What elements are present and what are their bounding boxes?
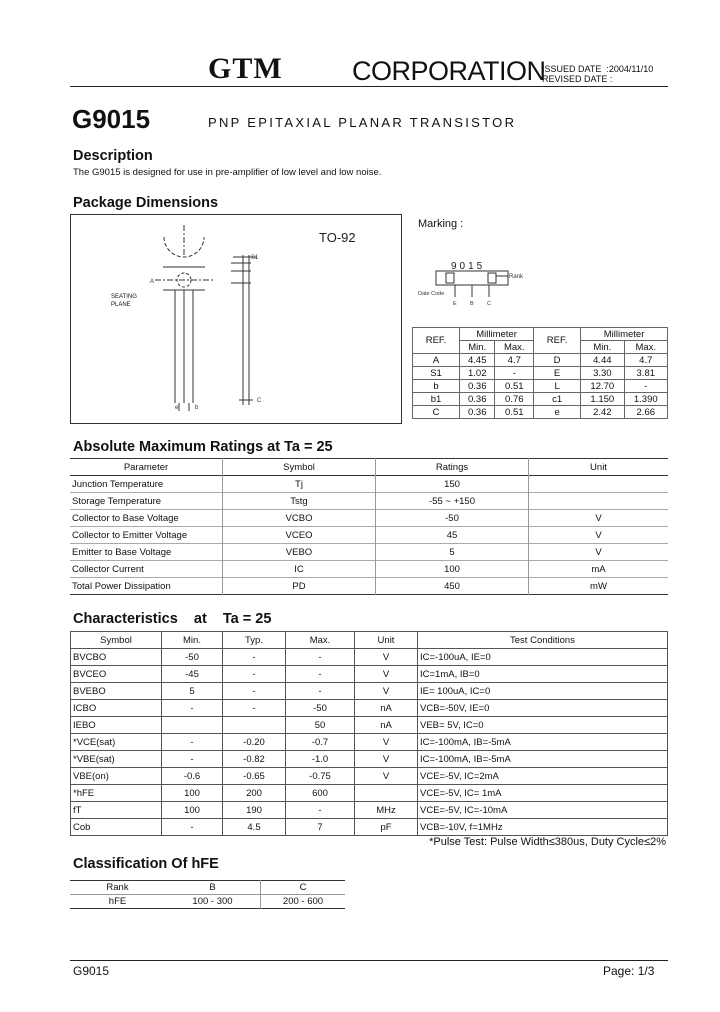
char-cell: IC=1mA, IB=0 bbox=[418, 666, 668, 683]
char-cell: 7 bbox=[286, 819, 355, 836]
table-row bbox=[71, 802, 668, 819]
abs-max-heading: Absolute Maximum Ratings at Ta = 25 bbox=[73, 439, 333, 455]
char-cell: -45 bbox=[162, 666, 223, 683]
dim-cell: 3.30 bbox=[581, 367, 624, 380]
pin-e: E bbox=[453, 301, 457, 305]
char-cell: IC=-100uA, IE=0 bbox=[418, 649, 668, 666]
char-cell: pF bbox=[355, 819, 418, 836]
dim-cell: E bbox=[534, 367, 581, 380]
classification-table bbox=[70, 880, 345, 909]
brand-logo: GTM bbox=[208, 52, 283, 85]
abs-cell: Emitter to Base Voltage bbox=[70, 544, 223, 561]
char-cell: -0.6 bbox=[162, 768, 223, 785]
footer-model: G9015 bbox=[73, 964, 110, 978]
char-cell: 190 bbox=[223, 802, 286, 819]
label-a: A bbox=[150, 279, 155, 285]
abs-cell: -55 ~ +150 bbox=[376, 493, 529, 510]
dim-cell: - bbox=[624, 380, 667, 393]
char-cell: V bbox=[355, 768, 418, 785]
char-cell: nA bbox=[355, 717, 418, 734]
char-cell: MHz bbox=[355, 802, 418, 819]
dim-header-min-2: Min. bbox=[581, 341, 624, 354]
dim-header-max-2: Max. bbox=[624, 341, 667, 354]
dim-cell: 0.36 bbox=[460, 406, 495, 419]
issued-date bbox=[542, 64, 653, 84]
label-c: C bbox=[257, 398, 262, 404]
table-row bbox=[70, 561, 668, 578]
abs-cell: 45 bbox=[376, 527, 529, 544]
table-row bbox=[71, 649, 668, 666]
abs-cell: Tstg bbox=[223, 493, 376, 510]
dim-header-mm: Millimeter bbox=[460, 328, 534, 341]
char-cell: VCE=-5V, IC=-10mA bbox=[418, 802, 668, 819]
char-cell: V bbox=[355, 683, 418, 700]
dim-cell: - bbox=[495, 367, 534, 380]
pulse-test-footnote: *Pulse Test: Pulse Width≤380us, Duty Cycle≤2% bbox=[429, 836, 666, 848]
dim-cell: 12.70 bbox=[581, 380, 624, 393]
char-cell: 50 bbox=[286, 717, 355, 734]
abs-cell: Collector to Emitter Voltage bbox=[70, 527, 223, 544]
char-cell: ICBO bbox=[71, 700, 162, 717]
pin-c: C bbox=[487, 301, 491, 305]
dim-cell: 0.36 bbox=[460, 380, 495, 393]
char-cell: BVEBO bbox=[71, 683, 162, 700]
char-cell: -1.0 bbox=[286, 751, 355, 768]
class-cell: B bbox=[165, 881, 261, 895]
dim-cell: A bbox=[413, 354, 460, 367]
char-cell: VCB=-10V, f=1MHz bbox=[418, 819, 668, 836]
char-cell: -50 bbox=[162, 649, 223, 666]
table-row bbox=[71, 700, 668, 717]
char-col-typ: Typ. bbox=[223, 632, 286, 649]
table-row bbox=[71, 717, 668, 734]
abs-col-parameter: Parameter bbox=[70, 459, 223, 476]
table-row bbox=[70, 493, 668, 510]
package-heading: Package Dimensions bbox=[73, 195, 219, 211]
char-cell: VCB=-50V, IE=0 bbox=[418, 700, 668, 717]
abs-cell: 5 bbox=[376, 544, 529, 561]
char-cell: *hFE bbox=[71, 785, 162, 802]
char-cell: -50 bbox=[286, 700, 355, 717]
char-cell: nA bbox=[355, 700, 418, 717]
table-row bbox=[70, 527, 668, 544]
package-name: TO-92 bbox=[319, 230, 356, 245]
marking-diagram bbox=[418, 255, 528, 305]
char-cell bbox=[162, 717, 223, 734]
char-cell: Cob bbox=[71, 819, 162, 836]
char-col-symbol: Symbol bbox=[71, 632, 162, 649]
char-cell: - bbox=[286, 666, 355, 683]
classification-heading: Classification Of hFE bbox=[73, 856, 219, 872]
abs-cell: -50 bbox=[376, 510, 529, 527]
label-b: b bbox=[195, 405, 199, 411]
dim-cell: 0.51 bbox=[495, 380, 534, 393]
dim-cell: 1.150 bbox=[581, 393, 624, 406]
char-cell: - bbox=[223, 700, 286, 717]
table-row bbox=[413, 354, 668, 367]
dim-cell: C bbox=[413, 406, 460, 419]
char-cell: V bbox=[355, 649, 418, 666]
char-cell: 100 bbox=[162, 802, 223, 819]
abs-cell: 150 bbox=[376, 476, 529, 493]
char-cell: VEB= 5V, IC=0 bbox=[418, 717, 668, 734]
marking-code: 9015 bbox=[451, 261, 486, 272]
abs-cell: VCEO bbox=[223, 527, 376, 544]
char-cell: VCE=-5V, IC= 1mA bbox=[418, 785, 668, 802]
table-row bbox=[71, 666, 668, 683]
char-col-max: Max. bbox=[286, 632, 355, 649]
char-cell: -0.20 bbox=[223, 734, 286, 751]
char-cell: VBE(on) bbox=[71, 768, 162, 785]
char-cell: 5 bbox=[162, 683, 223, 700]
char-cell: - bbox=[223, 649, 286, 666]
dim-cell: 1.02 bbox=[460, 367, 495, 380]
table-row bbox=[70, 544, 668, 561]
dim-cell: D bbox=[534, 354, 581, 367]
abs-cell: Collector to Base Voltage bbox=[70, 510, 223, 527]
abs-cell: Storage Temperature bbox=[70, 493, 223, 510]
abs-cell: VCBO bbox=[223, 510, 376, 527]
char-cell: - bbox=[162, 700, 223, 717]
table-row bbox=[71, 819, 668, 836]
abs-col-unit: Unit bbox=[590, 461, 607, 473]
dim-cell: 2.42 bbox=[581, 406, 624, 419]
char-col-min: Min. bbox=[162, 632, 223, 649]
char-cell: 100 bbox=[162, 785, 223, 802]
class-cell: 200 - 600 bbox=[282, 896, 324, 907]
pin-b: B bbox=[470, 301, 474, 305]
char-col-conditions: Test Conditions bbox=[418, 632, 668, 649]
corporation-name: CORPORATION bbox=[352, 56, 546, 86]
char-cell: -0.82 bbox=[223, 751, 286, 768]
dim-header-max: Max. bbox=[495, 341, 534, 354]
dim-cell: b1 bbox=[413, 393, 460, 406]
abs-cell: Tj bbox=[223, 476, 376, 493]
table-row bbox=[70, 510, 668, 527]
char-cell: - bbox=[162, 819, 223, 836]
dim-cell: 0.51 bbox=[495, 406, 534, 419]
table-row bbox=[413, 380, 668, 393]
characteristics-heading: Characteristics at Ta = 25 bbox=[73, 611, 272, 627]
char-cell: - bbox=[286, 802, 355, 819]
char-cell: - bbox=[286, 649, 355, 666]
char-cell: V bbox=[355, 751, 418, 768]
char-col-unit: Unit bbox=[355, 632, 418, 649]
char-cell: IEBO bbox=[71, 717, 162, 734]
table-row bbox=[71, 734, 668, 751]
dim-cell: S1 bbox=[413, 367, 460, 380]
header-rule bbox=[70, 86, 668, 87]
abs-cell: V bbox=[595, 512, 602, 524]
dim-cell: c1 bbox=[534, 393, 581, 406]
dim-header-ref-2: REF. bbox=[534, 328, 581, 354]
char-cell: 600 bbox=[286, 785, 355, 802]
char-cell: - bbox=[286, 683, 355, 700]
abs-cell: VEBO bbox=[223, 544, 376, 561]
char-cell: 200 bbox=[223, 785, 286, 802]
dim-cell: L bbox=[534, 380, 581, 393]
char-cell bbox=[223, 717, 286, 734]
char-cell: BVCEO bbox=[71, 666, 162, 683]
dim-cell: 2.66 bbox=[624, 406, 667, 419]
dim-cell: 4.45 bbox=[460, 354, 495, 367]
package-drawing-box bbox=[70, 214, 402, 424]
char-cell: V bbox=[355, 666, 418, 683]
issued-date-text: ISSUED DATE :2004/11/10 bbox=[542, 64, 654, 74]
char-cell: fT bbox=[71, 802, 162, 819]
dim-header-min: Min. bbox=[460, 341, 495, 354]
dimension-table bbox=[412, 327, 668, 419]
dim-cell: 3.81 bbox=[624, 367, 667, 380]
char-cell: VCE=-5V, IC=2mA bbox=[418, 768, 668, 785]
description-text: The G9015 is designed for use in pre-amplifier of low level and low noise. bbox=[73, 167, 382, 178]
footer-page-number: Page: 1/3 bbox=[603, 964, 655, 978]
abs-cell bbox=[529, 493, 669, 510]
abs-cell: Total Power Dissipation bbox=[70, 578, 223, 595]
package-outline-drawing bbox=[71, 215, 401, 423]
table-row bbox=[71, 768, 668, 785]
abs-col-ratings: Ratings bbox=[376, 459, 529, 476]
abs-cell: Collector Current bbox=[70, 561, 223, 578]
abs-cell: 100 bbox=[376, 561, 529, 578]
char-cell: 4.5 bbox=[223, 819, 286, 836]
abs-cell: 450 bbox=[376, 578, 529, 595]
char-cell: - bbox=[223, 683, 286, 700]
char-cell: IC=-100mA, IB=-5mA bbox=[418, 734, 668, 751]
abs-cell: mA bbox=[591, 563, 606, 575]
seating-plane-label: SEATING PLANE bbox=[111, 294, 137, 308]
table-row bbox=[70, 895, 345, 909]
table-row bbox=[71, 785, 668, 802]
table-row bbox=[71, 683, 668, 700]
table-row bbox=[70, 578, 668, 595]
class-cell: 100 - 300 bbox=[165, 895, 261, 909]
description-heading: Description bbox=[73, 148, 153, 164]
abs-cell: V bbox=[595, 529, 602, 541]
char-cell: IE= 100uA, IC=0 bbox=[418, 683, 668, 700]
char-cell: - bbox=[223, 666, 286, 683]
dim-header-mm-2: Millimeter bbox=[581, 328, 668, 341]
model-title: G9015 bbox=[72, 104, 151, 134]
dim-cell: 1.390 bbox=[624, 393, 667, 406]
dim-cell: 4.44 bbox=[581, 354, 624, 367]
char-cell: -0.7 bbox=[286, 734, 355, 751]
table-row bbox=[70, 881, 345, 895]
char-cell bbox=[355, 785, 418, 802]
char-cell: -0.65 bbox=[223, 768, 286, 785]
dim-cell: 0.76 bbox=[495, 393, 534, 406]
abs-max-table bbox=[70, 458, 668, 595]
abs-cell: IC bbox=[223, 561, 376, 578]
footer-rule bbox=[70, 960, 668, 961]
label-e: e bbox=[175, 405, 179, 411]
characteristics-table bbox=[70, 631, 668, 836]
revised-date-text: REVISED DATE : bbox=[542, 74, 613, 84]
char-cell: *VBE(sat) bbox=[71, 751, 162, 768]
abs-col-symbol: Symbol bbox=[223, 459, 376, 476]
char-cell: -0.75 bbox=[286, 768, 355, 785]
class-cell: Rank bbox=[106, 882, 129, 893]
abs-cell bbox=[529, 476, 669, 493]
char-cell: IC=-100mA, IB=-5mA bbox=[418, 751, 668, 768]
dim-header-ref: REF. bbox=[413, 328, 460, 354]
label-s1: S1 bbox=[251, 255, 259, 261]
abs-cell: mW bbox=[590, 580, 607, 592]
model-subtitle: PNP EPITAXIAL PLANAR TRANSISTOR bbox=[208, 115, 517, 130]
table-row bbox=[71, 751, 668, 768]
dim-cell: 4.7 bbox=[495, 354, 534, 367]
marking-rank: Rank bbox=[509, 274, 524, 280]
char-cell: - bbox=[162, 734, 223, 751]
marking-label: Marking : bbox=[418, 218, 464, 230]
table-row bbox=[413, 367, 668, 380]
char-cell: *VCE(sat) bbox=[71, 734, 162, 751]
class-cell: C bbox=[299, 882, 307, 893]
abs-cell: V bbox=[595, 546, 602, 558]
char-cell: BVCBO bbox=[71, 649, 162, 666]
table-row bbox=[70, 476, 668, 493]
char-cell: V bbox=[355, 734, 418, 751]
abs-cell: PD bbox=[223, 578, 376, 595]
dim-cell: 4.7 bbox=[624, 354, 667, 367]
dim-cell: 0.36 bbox=[460, 393, 495, 406]
table-row bbox=[413, 393, 668, 406]
table-row bbox=[413, 406, 668, 419]
marking-date-code: Date Code bbox=[418, 291, 445, 297]
dim-cell: e bbox=[534, 406, 581, 419]
class-cell: hFE bbox=[108, 896, 127, 907]
abs-cell: Junction Temperature bbox=[70, 476, 223, 493]
dim-cell: b bbox=[413, 380, 460, 393]
char-cell: - bbox=[162, 751, 223, 768]
